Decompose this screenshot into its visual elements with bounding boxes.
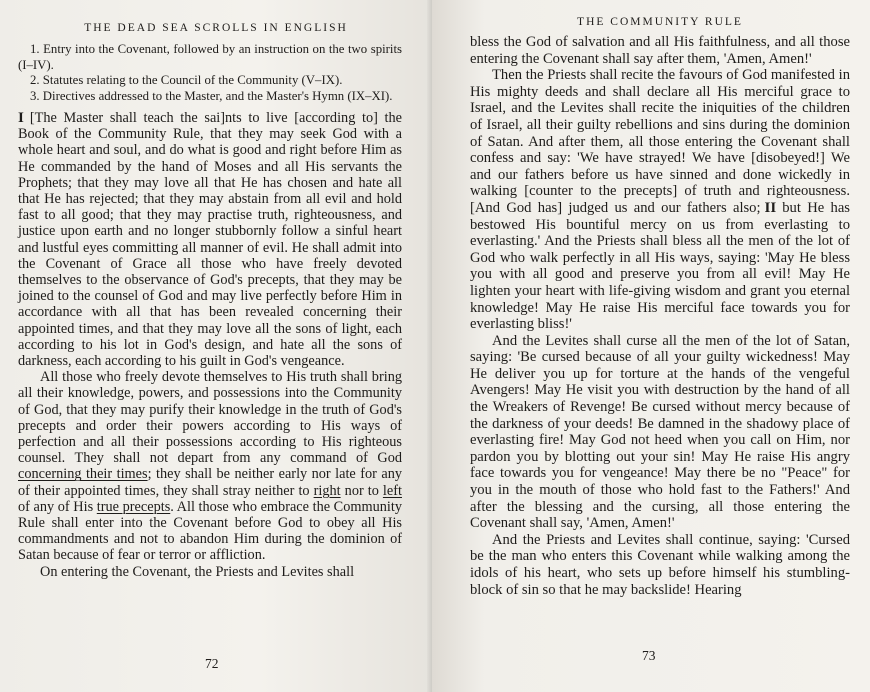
left-page (0, 0, 432, 692)
underlined-phrase: concerning their times (18, 466, 148, 483)
outline-item-3: 3. Directives addressed to the Master, and the Master's Hymn (IX–XI). (30, 88, 393, 103)
paragraph-2-part: nor to (340, 482, 383, 499)
paragraph-3: On entering the Covenant, the Priests and Levites shall (40, 563, 355, 580)
running-head-right: THE COMMUNITY RULE (577, 16, 743, 28)
underlined-phrase: right (313, 482, 341, 499)
page-number-right: 73 (642, 648, 656, 663)
outline-item-2: 2. Statutes relating to the Council of the Community (V–IX). (30, 73, 343, 87)
paragraph-2-part: of any of His (18, 498, 97, 515)
right-body-text (470, 34, 850, 598)
running-head-left: THE DEAD SEA SCROLLS IN ENGLISH (84, 22, 348, 34)
paragraph-1 (18, 110, 402, 369)
underlined-phrase: left (382, 482, 402, 499)
paragraph-2 (18, 369, 402, 563)
underlined-phrase: true precepts (96, 498, 171, 515)
outline-list (18, 42, 402, 104)
section-number-i: I (18, 110, 24, 126)
paragraph-r4: And the Priests and Levites shall continue, saying: 'Cursed be the man who enters this Covenant while walking among the idols of his heart, who sets up before himself his stumbling-block of sin so that he may backslide! Hearing (470, 531, 850, 598)
paragraph-1-text: [The Master shall teach the sai]nts to live [according to] the Book of the Community Rule, that they may seek God with a whole heart and soul, and do what is good and right before Him as He commanded by the hand of Moses and all His servants the Prophets; that they may love all that He has chosen and hate all that He has rejected; that they may abstain from all evil and hold fast to all good; that they may practise truth, righteousness, and justice upon earth and no longer stubbornly follow a sinful heart and lustful eyes committing all manner of evil. He shall admit into the Covenant of Grace all those who have freely devoted themselves to the observance of God's precepts, that they may be joined to the counsel of God and may live perfectly before Him in accordance with all that has been revealed concerning their appointed times, and that they may love all the sons of light, each according to his lot in God's design, and hate all the sons of darkness, each according to his guilt in God's vengeance. (18, 110, 402, 370)
paragraph-r2-part: but He has bestowed His bountiful mercy on us from everlasting to everlasting.' And the Priests shall bless all the men of the lot of God who walk perfectly in all His ways, saying: 'May He bless you with all good and preserve you from all evil! May He lighten your heart with life-giving wisdom and grant you eternal knowledge! May He raise His merciful face towards you for everlasting bliss!' (470, 199, 850, 333)
paragraph-2-part: ; they shall be neither early nor late for any of their appointed times, they shall stray neither to (18, 466, 402, 499)
paragraph-r3: And the Levites shall curse all the men of the lot of Satan, saying: 'Be cursed because of all your guilty wickedness! May He deliver you up for torture at the hands of the vengeful Avengers! May He visit you with destruction by the hand of all the Wreakers of Revenge! Be cursed without mercy because of the darkness of your deeds! Be damned in the shadowy place of everlasting fire! May God not heed when you call on Him, nor pardon you by blotting out your sin! May He raise His angry face towards you for vengeance! May there be no "Peace" for you in the mouth of those who hold fast to the Fathers!' And after the blessing and the cursing, all those entering the Covenant shall say, 'Amen, Amen!' (470, 332, 850, 532)
outline-item-1: 1. Entry into the Covenant, followed by an instruction on the two spirits (I–IV). (18, 42, 402, 72)
paragraph-r1: bless the God of salvation and all His faithfulness, and all those entering the Covenant shall say after them, 'Amen, Amen!' (470, 34, 850, 67)
right-page (432, 0, 870, 692)
paragraph-2-part: All those who freely devote themselves to His truth shall bring all their knowledge, powers, and possessions into the Community of God, that they may purify their knowledge in the truth of God's precepts and order their powers according to His ways of perfection and all their possessions according to His righteous counsel. They shall not depart from any command of God (18, 369, 402, 467)
paragraph-r2 (470, 67, 850, 333)
paragraph-2-part: . All those who embrace the Community Rule shall enter into the Covenant before God to obey all His commandments and not to abandon Him during the dominion of Satan because of fear or terror or affliction. (18, 498, 402, 564)
left-body-text (18, 110, 402, 580)
paragraph-r2-part: Then the Priests shall recite the favours of God manifested in His mighty deeds and shall declare all His merciful grace to Israel, and the Levites shall recite the iniquities of the children of Israel, all their guilty rebellions and sins during the dominion of Satan. And after them, all those entering the Covenant shall confess and say: 'We have strayed! We have [disobeyed!] We and our fathers before us have sinned and done wickedly in walking [counter to the precepts] of truth and righteousness. [And God has] judged us and our fathers also; (470, 67, 850, 216)
section-number-ii: II (764, 199, 777, 216)
page-number-left: 72 (205, 656, 219, 671)
